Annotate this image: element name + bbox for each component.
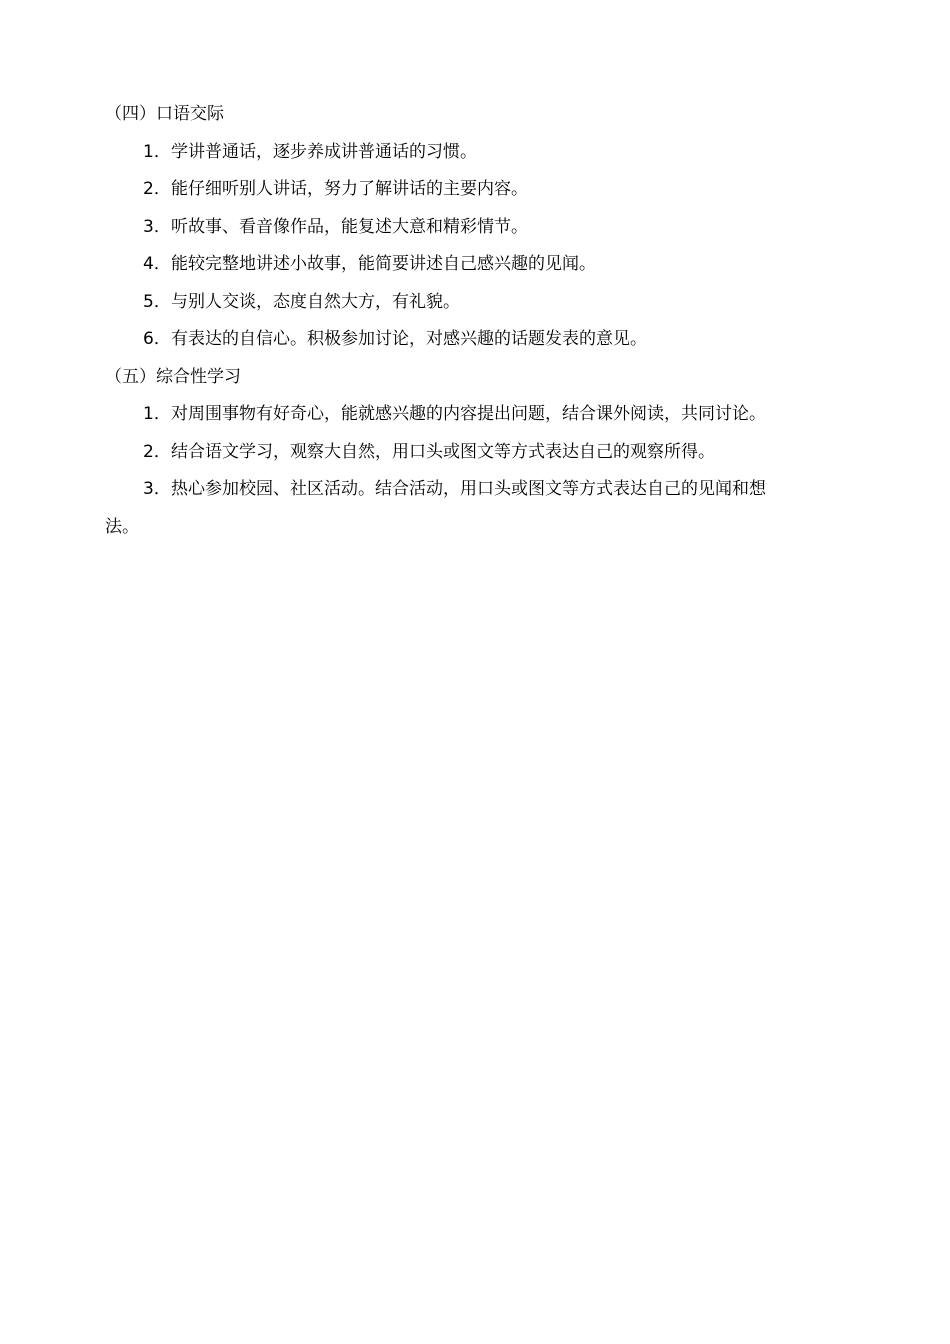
item-text: 热心参加校园、社区活动。结合活动，用口头或图文等方式表达自己的见闻和想 (171, 479, 766, 499)
item-number: 4． (143, 254, 171, 274)
item-number: 6． (143, 329, 171, 349)
section-heading-integrated-learning: （五）综合性学习 (105, 366, 241, 387)
list-item (105, 434, 855, 472)
item-text: 有表达的自信心。积极参加讨论，对感兴趣的话题发表的意见。 (171, 329, 647, 349)
section-heading-oral-communication: （四）口语交际 (105, 104, 224, 124)
item-number: 2． (143, 441, 171, 462)
list-item (105, 134, 855, 172)
item-text: 能较完整地讲述小故事，能简要讲述自己感兴趣的见闻。 (171, 254, 596, 274)
list-item (105, 171, 855, 209)
list-item (105, 471, 855, 509)
list-item (105, 396, 855, 434)
item-text: 对周围事物有好奇心，能就感兴趣的内容提出问题，结合课外阅读，共同讨论。 (171, 404, 766, 424)
item-text: 学讲普通话，逐步养成讲普通话的习惯。 (171, 141, 477, 162)
item-text: 结合语文学习，观察大自然，用口头或图文等方式表达自己的观察所得。 (171, 441, 715, 462)
item-number: 2． (143, 179, 171, 199)
item-text: 能仔细听别人讲话，努力了解讲话的主要内容。 (171, 179, 528, 199)
list-item (105, 246, 855, 284)
item-text: 与别人交谈，态度自然大方，有礼貌。 (171, 291, 460, 312)
item-number: 3． (143, 479, 171, 499)
item-number: 3． (143, 216, 171, 237)
item-continuation: 法。 (105, 516, 139, 537)
list-item (105, 321, 855, 359)
document-body (105, 96, 855, 546)
item-number: 1． (143, 404, 171, 424)
list-item (105, 209, 855, 247)
item-text: 听故事、看音像作品，能复述大意和精彩情节。 (171, 216, 528, 237)
item-number: 1． (143, 141, 171, 162)
list-item (105, 284, 855, 322)
item-number: 5． (143, 291, 171, 312)
